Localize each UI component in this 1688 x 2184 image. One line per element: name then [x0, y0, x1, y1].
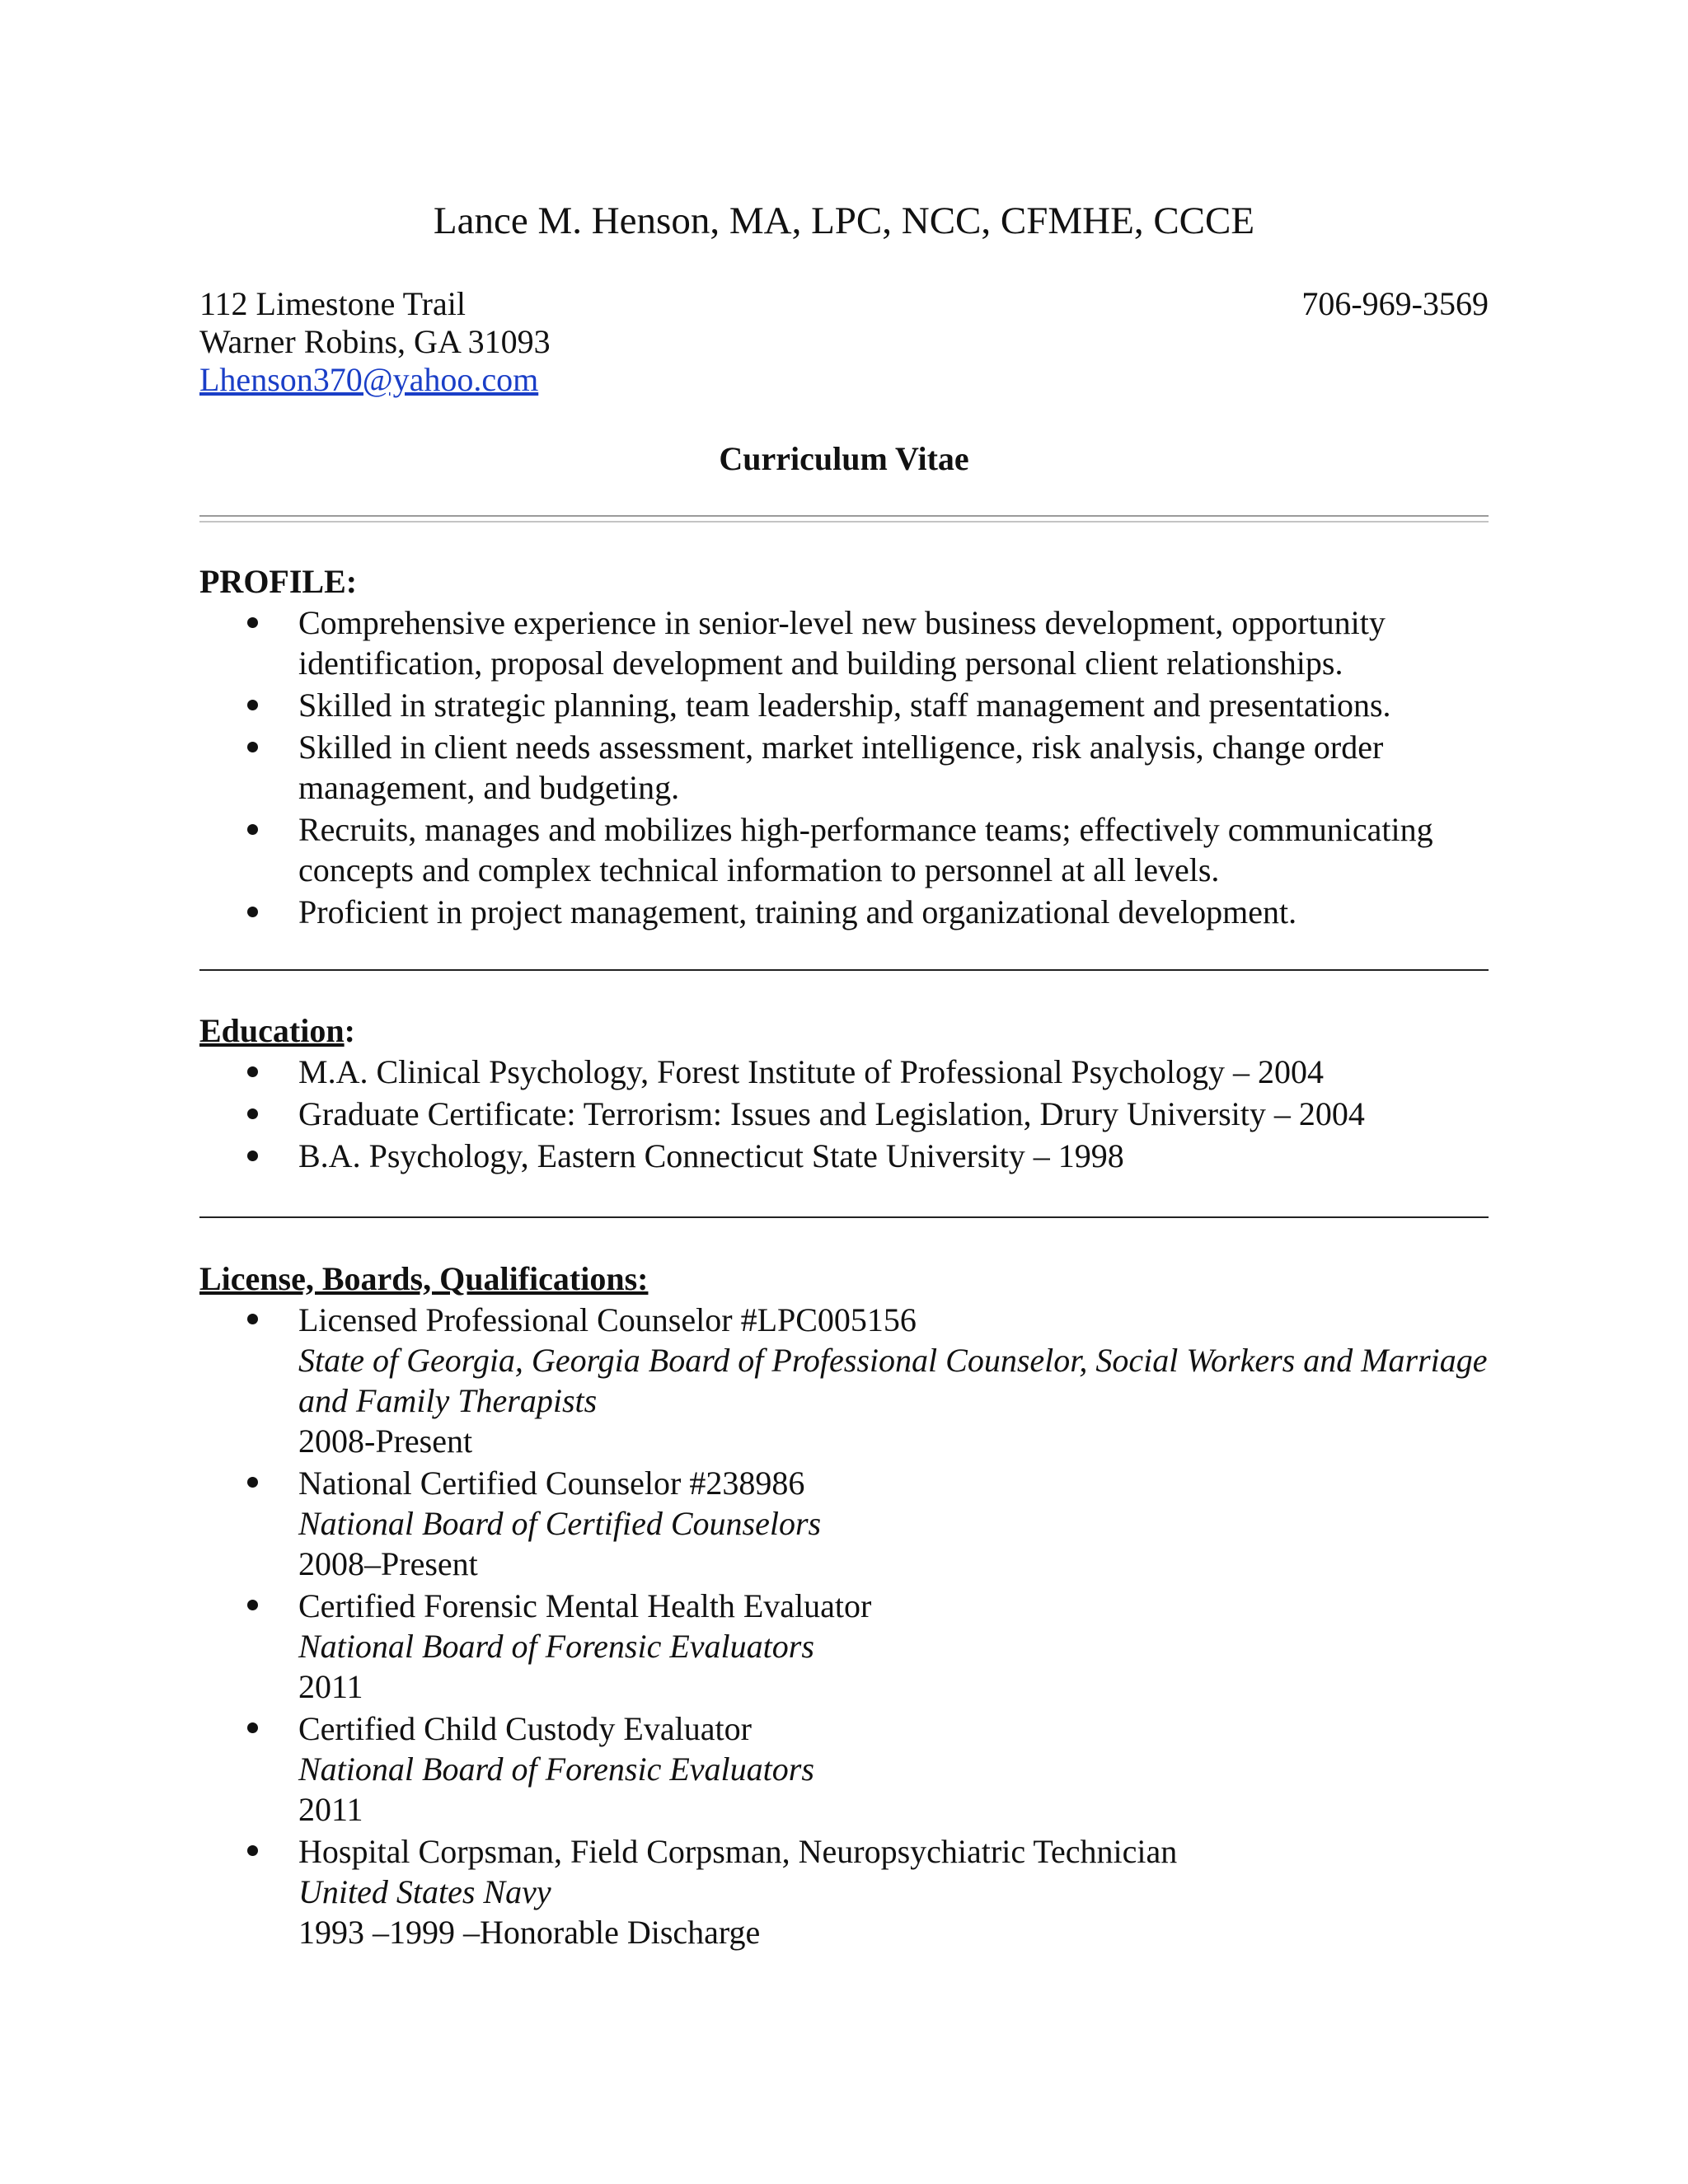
bullet-icon: [247, 1066, 258, 1077]
qualification-title: Licensed Professional Counselor #LPC005156: [298, 1301, 917, 1338]
qualification-issuer: National Board of Forensic Evaluators: [298, 1750, 814, 1788]
phone-number: 706-969-3569: [1301, 285, 1489, 322]
list-item: Comprehensive experience in senior-level new business development, opportunity identification, proposal development and building personal client relationships.: [199, 602, 1489, 683]
candidate-name: Lance M. Henson, MA, LPC, NCC, CFMHE, CCCE: [433, 199, 1255, 242]
list-item: Graduate Certificate: Terrorism: Issues and Legislation, Drury University – 2004: [199, 1094, 1489, 1134]
bullet-icon: [247, 1722, 258, 1733]
qualification-dates: 2008-Present: [298, 1422, 473, 1460]
qualification-title: Certified Forensic Mental Health Evaluator: [298, 1587, 872, 1624]
qualification-issuer: National Board of Forensic Evaluators: [298, 1628, 814, 1665]
qualification-title: Certified Child Custody Evaluator: [298, 1710, 752, 1747]
bullet-icon: [247, 907, 258, 917]
qualifications-list: [199, 1300, 1489, 1952]
profile-section: [199, 561, 1489, 934]
qualification-issuer: United States Navy: [298, 1873, 551, 1910]
list-item: [199, 1300, 1489, 1461]
title-divider: [199, 515, 1489, 523]
document-title: Curriculum Vitae: [719, 440, 969, 477]
profile-list: [199, 602, 1489, 932]
list-item: Skilled in strategic planning, team leadership, staff management and presentations.: [199, 685, 1489, 725]
list-item: M.A. Clinical Psychology, Forest Institute of Professional Psychology – 2004: [199, 1052, 1489, 1092]
list-item: [199, 1708, 1489, 1830]
education-divider: [199, 1216, 1489, 1218]
contact-block: [199, 285, 1489, 399]
qualification-issuer: State of Georgia, Georgia Board of Professional Counselor, Social Workers and Marriage and Family Therapists: [298, 1342, 1488, 1419]
list-item: [199, 1463, 1489, 1584]
education-section: [199, 1010, 1489, 1178]
bullet-icon: [247, 1151, 258, 1161]
bullet-icon: [247, 824, 258, 835]
bullet-icon: [247, 1845, 258, 1856]
qualification-dates: 2011: [298, 1668, 363, 1705]
profile-divider: [199, 969, 1489, 971]
list-item: Skilled in client needs assessment, market intelligence, risk analysis, change order management, and budgeting.: [199, 727, 1489, 808]
education-list: [199, 1052, 1489, 1176]
list-item: Proficient in project management, training and organizational development.: [199, 892, 1489, 932]
qualification-title: National Certified Counselor #238986: [298, 1465, 805, 1502]
bullet-icon: [247, 1314, 258, 1324]
bullet-icon: [247, 617, 258, 628]
address-line-2: Warner Robins, GA 31093: [199, 323, 551, 360]
education-heading: Education:: [199, 1012, 355, 1049]
qualifications-heading: License, Boards, Qualifications:: [199, 1260, 649, 1297]
qualification-issuer: National Board of Certified Counselors: [298, 1505, 822, 1542]
list-item: [199, 1586, 1489, 1707]
list-item: B.A. Psychology, Eastern Connecticut State University – 1998: [199, 1136, 1489, 1176]
qualification-dates: 2011: [298, 1791, 363, 1828]
qualification-dates: 2008–Present: [298, 1545, 478, 1582]
bullet-icon: [247, 1477, 258, 1488]
bullet-icon: [247, 1108, 258, 1119]
bullet-icon: [247, 742, 258, 752]
bullet-icon: [247, 700, 258, 710]
qualification-title: Hospital Corpsman, Field Corpsman, Neuropsychiatric Technician: [298, 1833, 1178, 1870]
list-item: Recruits, manages and mobilizes high-performance teams; effectively communicating concepts and complex technical information to personnel at all levels.: [199, 809, 1489, 890]
qualification-dates: 1993 –1999 –Honorable Discharge: [298, 1914, 761, 1951]
list-item: [199, 1831, 1489, 1952]
profile-heading: PROFILE:: [199, 563, 358, 600]
address-line-1: 112 Limestone Trail: [199, 285, 466, 322]
bullet-icon: [247, 1600, 258, 1610]
qualifications-section: [199, 1258, 1489, 1954]
email-link[interactable]: Lhenson370@yahoo.com: [199, 361, 539, 398]
